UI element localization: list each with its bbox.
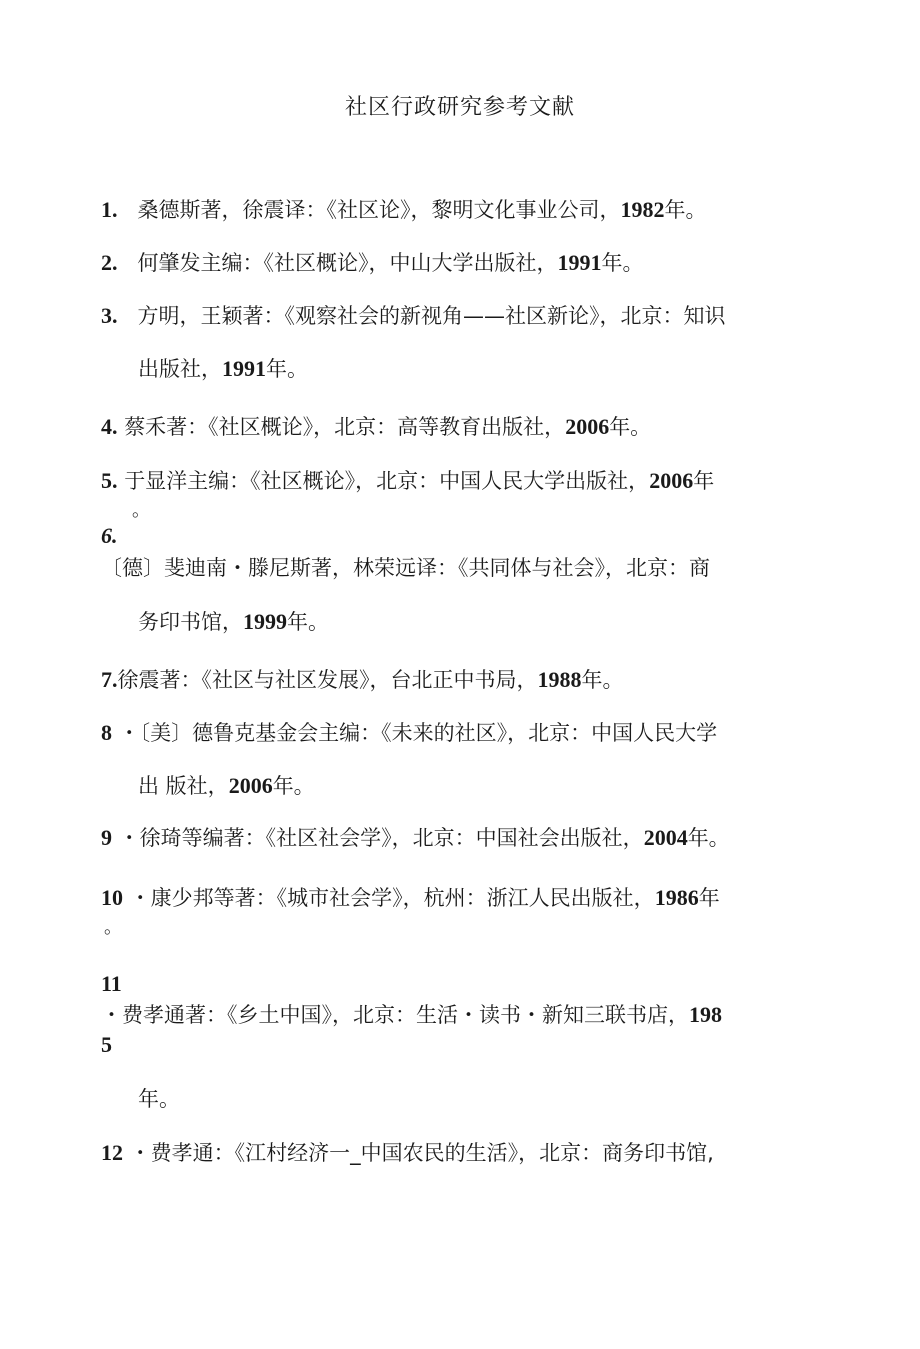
reference-year: 2006 — [649, 468, 694, 493]
reference-period: 。 — [132, 500, 150, 521]
reference-number: 3. — [101, 303, 118, 328]
reference-item — [101, 249, 644, 277]
reference-text: 〔德〕斐迪南・滕尼斯著，林荣远译：《共同体与社会》，北京：商 — [101, 556, 710, 580]
reference-suffix: 年 — [698, 886, 720, 910]
reference-number: 5. — [101, 468, 118, 493]
reference-number: 10 — [101, 885, 123, 910]
reference-year: 1999 — [243, 609, 287, 634]
reference-continuation — [138, 1085, 180, 1113]
reference-number: 8 — [101, 720, 112, 745]
reference-text: ・康少邦等著：《城市社会学》，杭州：浙江人民出版社， — [129, 886, 655, 910]
reference-number: 12 — [101, 1140, 123, 1165]
reference-suffix: 年。 — [266, 357, 308, 381]
reference-text: 桑德斯著，徐震译：《社区论》，黎明文化事业公司， — [137, 198, 621, 222]
reference-text: ・〔美〕德鲁克基金会主编：《未来的社区》，北京：中国人民大学 — [118, 721, 718, 745]
reference-number: 4. — [101, 414, 118, 439]
reference-text: 出 版社， — [138, 774, 229, 798]
reference-suffix: 年。 — [664, 198, 707, 222]
reference-text: 出版社， — [138, 357, 222, 381]
reference-item — [101, 554, 710, 582]
reference-number: 6. — [101, 523, 118, 548]
reference-text: ・徐琦等编著：《社区社会学》，北京：中国社会出版社， — [118, 826, 644, 850]
reference-item — [101, 467, 714, 495]
reference-year: 1991 — [222, 356, 266, 381]
reference-suffix: 年。 — [138, 1087, 180, 1111]
reference-year: 1991 — [557, 250, 602, 275]
reference-suffix: 年。 — [601, 251, 644, 275]
reference-item — [101, 1139, 714, 1167]
reference-year: 1986 — [654, 885, 699, 910]
reference-year: 2004 — [643, 825, 688, 850]
reference-number: 11 — [101, 971, 122, 996]
reference-continuation — [138, 608, 329, 636]
reference-suffix: 年 — [693, 469, 715, 493]
reference-item — [101, 666, 624, 694]
reference-suffix: 年。 — [581, 668, 624, 692]
reference-year: 2006 — [565, 414, 610, 439]
reference-number: 7. — [101, 667, 118, 692]
reference-text: 徐震著：《社区与社区发展》，台北正中书局， — [117, 668, 538, 692]
reference-year: 2006 — [228, 773, 273, 798]
reference-year: 198 — [689, 1002, 722, 1027]
reference-text: 何肇发主编：《社区概论》，中山大学出版社， — [137, 251, 558, 275]
reference-period: 。 — [104, 917, 122, 938]
reference-continuation — [138, 772, 315, 800]
reference-text: ・费孝通著：《乡土中国》，北京：生活・读书・新知三联书店， — [101, 1003, 689, 1027]
reference-text: ・费孝通：《江村经济一_中国农民的生活》，北京：商务印书馆, — [129, 1141, 714, 1165]
reference-text: 蔡禾著：《社区概论》，北京：高等教育出版社， — [124, 415, 566, 439]
reference-suffix: 年。 — [609, 415, 652, 439]
page-title: 社区行政研究参考文献 — [344, 95, 575, 120]
reference-year-continuation: 5 — [101, 1032, 112, 1057]
reference-number: 1. — [101, 197, 118, 222]
reference-item — [101, 719, 717, 747]
reference-number: 2. — [101, 250, 118, 275]
reference-year: 1982 — [620, 197, 665, 222]
reference-text: 务印书馆， — [138, 610, 243, 634]
reference-text: 方明，王颖著：《观察社会的新视角——社区新论》，北京：知识 — [137, 304, 726, 328]
reference-number: 9 — [101, 825, 112, 850]
reference-item — [101, 413, 651, 441]
reference-item — [101, 884, 720, 912]
reference-item — [101, 1001, 722, 1029]
reference-continuation — [138, 355, 308, 383]
reference-year: 1988 — [537, 667, 582, 692]
reference-item — [101, 302, 726, 330]
reference-text: 于显洋主编：《社区概论》，北京：中国人民大学出版社， — [124, 469, 650, 493]
reference-item — [101, 196, 707, 224]
reference-suffix: 年。 — [272, 774, 315, 798]
reference-item — [101, 824, 730, 852]
reference-suffix: 年。 — [687, 826, 730, 850]
reference-suffix: 年。 — [287, 610, 329, 634]
